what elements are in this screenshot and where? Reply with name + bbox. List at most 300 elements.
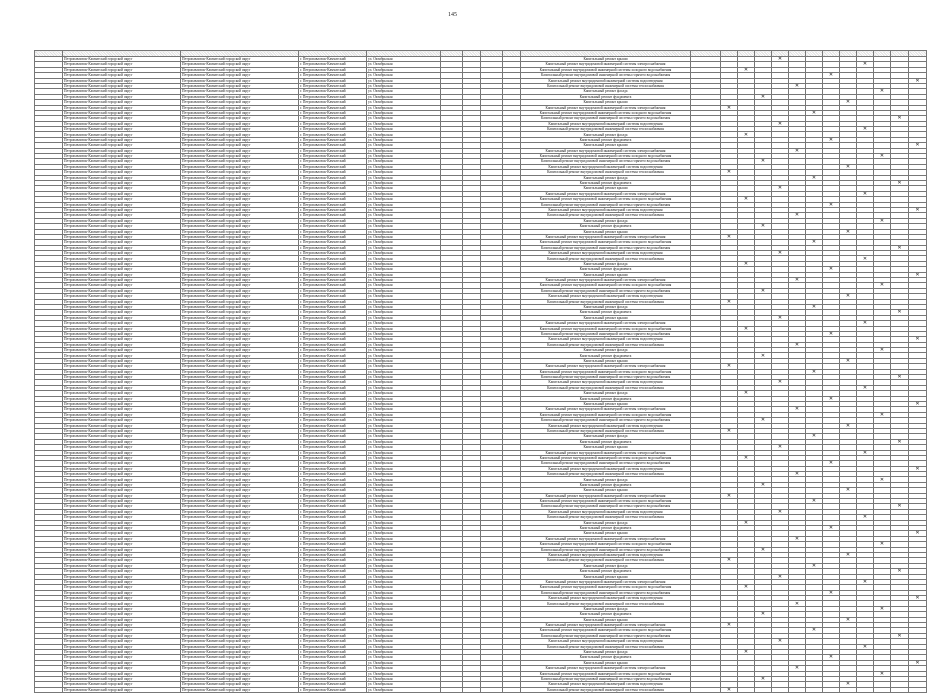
table-cell: Капитальный ремонт внутридомовой инженерной системы электроснабжения (521, 148, 691, 153)
check-mark-icon: ✕ (743, 390, 749, 397)
table-cell: Капитальный ремонт внутридомовой инженерной системы водоотведения (521, 164, 691, 169)
table-cell: г. Петропавловск-Камчатский (299, 67, 367, 72)
table-cell: Петропавловск-Камчатский городской округ (181, 245, 299, 250)
table-cell: Петропавловск-Камчатский городской округ (63, 617, 181, 622)
table-cell: ул. Октябрьская (367, 375, 441, 380)
table-cell: Петропавловск-Камчатский городской округ (63, 563, 181, 568)
table-cell: ул. Октябрьская (367, 542, 441, 547)
table-cell: Петропавловск-Камчатский городской округ (63, 337, 181, 342)
table-row (35, 687, 927, 692)
table-cell: Петропавловск-Камчатский городской округ (63, 509, 181, 514)
table-cell: Петропавловск-Камчатский городской округ (181, 364, 299, 369)
table-cell: ул. Октябрьская (367, 175, 441, 180)
table-cell: ул. Октябрьская (367, 331, 441, 336)
table-cell: ул. Октябрьская (367, 509, 441, 514)
table-cell: ул. Октябрьская (367, 110, 441, 115)
table-cell: Петропавловск-Камчатский городской округ (63, 488, 181, 493)
table-cell: Петропавловск-Камчатский городской округ (63, 224, 181, 229)
table-cell: ул. Октябрьская (367, 450, 441, 455)
table-cell: Капитальный ремонт внутридомовой инженерной системы водоотведения (521, 466, 691, 471)
table-cell: Капитальный ремонт внутридомовой инженерной системы электроснабжения (521, 407, 691, 412)
table-cell: Петропавловск-Камчатский городской округ (63, 412, 181, 417)
table-cell: Петропавловск-Камчатский городской округ (181, 671, 299, 676)
table-cell: Петропавловск-Камчатский городской округ (181, 116, 299, 121)
table-cell: Петропавловск-Камчатский городской округ (63, 623, 181, 628)
check-mark-icon: ✕ (862, 190, 868, 197)
table-cell: Капитальный ремонт фасада (521, 348, 691, 353)
table-cell: ул. Октябрьская (367, 525, 441, 530)
check-mark-icon: ✕ (794, 212, 800, 219)
check-mark-icon: ✕ (777, 250, 783, 257)
table-cell: Петропавловск-Камчатский городской округ (63, 504, 181, 509)
check-mark-icon: ✕ (743, 454, 749, 461)
table-cell: Капитальный ремонт крыши (521, 358, 691, 363)
table-cell: Капитальный ремонт внутридомовой инженерной системы электроснабжения (521, 579, 691, 584)
check-mark-icon: ✕ (760, 93, 766, 100)
table-cell: Капитальный ремонт внутридомовой инженерной системы электроснабжения (521, 278, 691, 283)
table-cell: Капитальный ремонт внутридомовой инженерной системы горячего водоснабжения (521, 159, 691, 164)
work-mark-cell (772, 687, 789, 692)
table-cell: Петропавловск-Камчатский городской округ (181, 331, 299, 336)
table-cell: Петропавловск-Камчатский городской округ (63, 660, 181, 665)
table-cell: Петропавловск-Камчатский городской округ (181, 536, 299, 541)
table-cell: Капитальный ремонт внутридомовой инженерной системы горячего водоснабжения (521, 245, 691, 250)
table-cell: ул. Октябрьская (367, 477, 441, 482)
table-cell: Капитальный ремонт внутридомовой инженерной системы горячего водоснабжения (521, 504, 691, 509)
table-cell: ул. Октябрьская (367, 482, 441, 487)
table-cell: Петропавловск-Камчатский городской округ (63, 628, 181, 633)
table-cell: Капитальный ремонт внутридомовой инженерной системы холодного водоснабжения (521, 154, 691, 159)
check-mark-icon: ✕ (743, 260, 749, 267)
table-cell: г. Петропавловск-Камчатский (299, 315, 367, 320)
check-mark-icon: ✕ (743, 66, 749, 73)
table-cell: ул. Октябрьская (367, 396, 441, 401)
table-cell: Петропавловск-Камчатский городской округ (63, 348, 181, 353)
table-cell: Капитальный ремонт фасада (521, 391, 691, 396)
table-cell: Петропавловск-Камчатский городской округ (181, 105, 299, 110)
table-cell: Петропавловск-Камчатский городской округ (63, 186, 181, 191)
table-cell: Петропавловск-Камчатский городской округ (181, 569, 299, 574)
table-cell: Петропавловск-Камчатский городской округ (181, 633, 299, 638)
table-cell: Петропавловск-Камчатский городской округ (63, 385, 181, 390)
check-mark-icon: ✕ (845, 422, 851, 429)
table-cell: Капитальный ремонт крыши (521, 660, 691, 665)
check-mark-icon: ✕ (828, 460, 834, 467)
table-cell: ул. Октябрьская (367, 606, 441, 611)
check-mark-icon: ✕ (862, 384, 868, 391)
table-cell: Петропавловск-Камчатский городской округ (181, 267, 299, 272)
table-cell: ул. Октябрьская (367, 671, 441, 676)
table-cell: Петропавловск-Камчатский городской округ (63, 676, 181, 681)
table-cell: Петропавловск-Камчатский городской округ (63, 261, 181, 266)
check-mark-icon: ✕ (794, 406, 800, 413)
table-cell: Капитальный ремонт внутридомовой инженерной системы водоотведения (521, 78, 691, 83)
page-number: 145 (448, 12, 457, 18)
table-cell: Петропавловск-Камчатский городской округ (181, 310, 299, 315)
work-mark-cell (840, 687, 857, 692)
table-cell: ул. Октябрьская (367, 649, 441, 654)
table-cell: Петропавловск-Камчатский городской округ (63, 148, 181, 153)
table-cell: ул. Октябрьская (367, 267, 441, 272)
table-cell: ул. Октябрьская (367, 563, 441, 568)
table-cell: Капитальный ремонт внутридомовой инженерной системы водоотведения (521, 294, 691, 299)
check-mark-icon: ✕ (828, 72, 834, 79)
table-cell: Капитальный ремонт внутридомовой инженерной системы горячего водоснабжения (521, 590, 691, 595)
table-cell: Петропавловск-Камчатский городской округ (63, 682, 181, 687)
table-cell: Петропавловск-Камчатский городской округ (181, 423, 299, 428)
table-cell: Капитальный ремонт фасада (521, 218, 691, 223)
table-cell: ул. Октябрьская (367, 617, 441, 622)
table-cell: Капитальный ремонт внутридомовой инженерной системы холодного водоснабжения (521, 455, 691, 460)
table-cell: Петропавловск-Камчатский городской округ (63, 83, 181, 88)
table-cell: ул. Октябрьская (367, 218, 441, 223)
table-cell: Петропавловск-Камчатский городской округ (181, 175, 299, 180)
table-cell: ул. Октябрьская (367, 353, 441, 358)
check-mark-icon: ✕ (879, 282, 885, 289)
table-cell: Петропавловск-Камчатский городской округ (63, 466, 181, 471)
table-cell: ул. Октябрьская (367, 337, 441, 342)
table-cell: г. Петропавловск-Камчатский (299, 649, 367, 654)
check-mark-icon: ✕ (777, 120, 783, 127)
table-cell: Капитальный ремонт внутридомовой инженерной системы теплоснабжения (521, 299, 691, 304)
check-mark-icon: ✕ (879, 605, 885, 612)
table-cell: Петропавловск-Камчатский городской округ (63, 154, 181, 159)
table-cell: Капитальный ремонт внутридомовой инженерной системы горячего водоснабжения (521, 288, 691, 293)
table-cell: ул. Октябрьская (367, 407, 441, 412)
table-cell: Капитальный ремонт внутридомовой инженерной системы холодного водоснабжения (521, 369, 691, 374)
table-cell: ул. Октябрьская (367, 304, 441, 309)
table-cell: Петропавловск-Камчатский городской округ (181, 639, 299, 644)
check-mark-icon: ✕ (726, 428, 732, 434)
table-cell: г. Петропавловск-Камчатский (299, 331, 367, 336)
table-cell: г. Петропавловск-Камчатский (299, 154, 367, 159)
table-cell: ул. Октябрьская (367, 186, 441, 191)
check-mark-icon: ✕ (726, 363, 732, 370)
table-cell: ул. Октябрьская (367, 434, 441, 439)
check-mark-icon: ✕ (811, 498, 817, 505)
table-cell: ул. Октябрьская (367, 558, 441, 563)
check-mark-icon: ✕ (726, 557, 732, 564)
table-cell: ул. Октябрьская (367, 428, 441, 433)
table-cell: Петропавловск-Камчатский городской округ (181, 326, 299, 331)
table-cell: Капитальный ремонт внутридомовой инженерной системы горячего водоснабжения (521, 116, 691, 121)
table-cell (481, 687, 503, 692)
table-cell: ул. Октябрьская (367, 579, 441, 584)
table-cell: ул. Октябрьская (367, 455, 441, 460)
table-cell: Петропавловск-Камчатский городской округ (63, 579, 181, 584)
table-cell: ул. Октябрьская (367, 348, 441, 353)
table-cell: Петропавловск-Камчатский городской округ (63, 304, 181, 309)
table-cell: Петропавловск-Камчатский городской округ (181, 337, 299, 342)
table-cell: Петропавловск-Камчатский городской округ (181, 660, 299, 665)
table-cell: Петропавловск-Камчатский городской округ (63, 170, 181, 175)
work-mark-cell (891, 687, 909, 692)
table-cell: г. Петропавловск-Камчатский (299, 520, 367, 525)
table-cell: Капитальный ремонт крыши (521, 315, 691, 320)
table-cell: ул. Октябрьская (367, 385, 441, 390)
table-cell: Капитальный ремонт крыши (521, 445, 691, 450)
table-cell: Капитальный ремонт фасада (521, 477, 691, 482)
check-mark-icon: ✕ (760, 417, 766, 424)
table-cell: Капитальный ремонт внутридомовой инженерной системы теплоснабжения (521, 83, 691, 88)
table-cell: г. Петропавловск-Камчатский (299, 337, 367, 342)
table-cell: Петропавловск-Камчатский городской округ (63, 218, 181, 223)
table-cell: Капитальный ремонт внутридомовой инженерной системы горячего водоснабжения (521, 202, 691, 207)
table-cell: Капитальный ремонт внутридомовой инженерной системы теплоснабжения (521, 558, 691, 563)
table-cell: Петропавловск-Камчатский городской округ (181, 272, 299, 277)
table-cell: Петропавловск-Камчатский городской округ (63, 655, 181, 660)
table-cell: Петропавловск-Камчатский городской округ (63, 574, 181, 579)
table-cell: Капитальный ремонт фундамента (521, 569, 691, 574)
table-cell: Петропавловск-Камчатский городской округ (181, 649, 299, 654)
table-cell: Петропавловск-Камчатский городской округ (181, 94, 299, 99)
table-cell: Петропавловск-Камчатский городской округ (181, 428, 299, 433)
table-cell: г. Петропавловск-Камчатский (299, 143, 367, 148)
table-cell: ул. Октябрьская (367, 62, 441, 67)
table-cell: Петропавловск-Камчатский городской округ (181, 180, 299, 185)
table-cell: Петропавловск-Камчатский городской округ (63, 159, 181, 164)
check-mark-icon: ✕ (726, 492, 732, 499)
table-cell: Петропавловск-Камчатский городской округ (181, 477, 299, 482)
table-cell: г. Петропавловск-Камчатский (299, 472, 367, 477)
table-cell: Петропавловск-Камчатский городской округ (63, 175, 181, 180)
table-cell: ул. Октябрьская (367, 531, 441, 536)
table-cell: ул. Октябрьская (367, 132, 441, 137)
table-cell: г. Петропавловск-Камчатский (299, 412, 367, 417)
table-cell: г. Петропавловск-Камчатский (299, 105, 367, 110)
check-mark-icon: ✕ (828, 654, 834, 661)
table-cell: Петропавловск-Камчатский городской округ (63, 342, 181, 347)
table-cell: Капитальный ремонт фасада (521, 304, 691, 309)
table-cell: Петропавловск-Камчатский городской округ (181, 73, 299, 78)
table-cell: Капитальный ремонт внутридомовой инженерной системы водоотведения (521, 552, 691, 557)
table-cell: г. Петропавловск-Камчатский (299, 493, 367, 498)
table-cell: ул. Октябрьская (367, 504, 441, 509)
table-cell: Петропавловск-Камчатский городской округ (63, 272, 181, 277)
table-cell: Капитальный ремонт внутридомовой инженерной системы электроснабжения (521, 493, 691, 498)
table-cell: Капитальный ремонт внутридомовой инженерной системы электроснабжения (521, 536, 691, 541)
table-cell: Петропавловск-Камчатский городской округ (181, 520, 299, 525)
table-cell: ул. Октябрьская (367, 229, 441, 234)
check-mark-icon: ✕ (862, 643, 868, 650)
table-cell: Петропавловск-Камчатский городской округ (63, 62, 181, 67)
table-cell: Капитальный ремонт крыши (521, 272, 691, 277)
table-cell: Капитальный ремонт крыши (521, 143, 691, 148)
table-cell: Петропавловск-Камчатский городской округ (63, 132, 181, 137)
table-cell: г. Петропавловск-Камчатский (299, 321, 367, 326)
table-cell: г. Петропавловск-Камчатский (299, 617, 367, 622)
table-cell: ул. Октябрьская (367, 89, 441, 94)
table-cell: г. Петропавловск-Камчатский (299, 57, 367, 62)
table-cell: Петропавловск-Камчатский городской округ (181, 542, 299, 547)
check-mark-icon: ✕ (760, 481, 766, 488)
table-cell: г. Петропавловск-Камчатский (299, 358, 367, 363)
table-cell: г. Петропавловск-Камчатский (299, 504, 367, 509)
table-cell: г. Петропавловск-Камчатский (299, 391, 367, 396)
table-cell: Петропавловск-Камчатский городской округ (63, 67, 181, 72)
table-cell: г. Петропавловск-Камчатский (299, 644, 367, 649)
check-mark-icon: ✕ (794, 471, 800, 478)
table-cell: Петропавловск-Камчатский городской округ (181, 574, 299, 579)
table-cell: ул. Октябрьская (367, 240, 441, 245)
table-cell: Петропавловск-Камчатский городской округ (63, 213, 181, 218)
table-cell: Капитальный ремонт фундамента (521, 655, 691, 660)
table-cell: Петропавловск-Камчатский городской округ (63, 116, 181, 121)
table-cell: Петропавловск-Камчатский городской округ (63, 245, 181, 250)
table-cell: Капитальный ремонт внутридомовой инженерной системы холодного водоснабжения (521, 283, 691, 288)
table-cell: Капитальный ремонт фундамента (521, 224, 691, 229)
table-cell: Петропавловск-Камчатский городской округ (63, 180, 181, 185)
table-cell: Петропавловск-Камчатский городской округ (181, 186, 299, 191)
table-cell: ул. Октябрьская (367, 682, 441, 687)
table-cell: ул. Октябрьская (367, 547, 441, 552)
table-cell: ул. Октябрьская (367, 439, 441, 444)
table-cell: ул. Октябрьская (367, 310, 441, 315)
table-cell: Капитальный ремонт фасада (521, 606, 691, 611)
check-mark-icon: ✕ (777, 379, 783, 386)
table-cell: Петропавловск-Камчатский городской округ (181, 493, 299, 498)
table-cell: г. Петропавловск-Камчатский (299, 466, 367, 471)
table-cell: Петропавловск-Камчатский городской округ (181, 218, 299, 223)
table-cell: Капитальный ремонт внутридомовой инженерной системы холодного водоснабжения (521, 671, 691, 676)
table-cell: Капитальный ремонт внутридомовой инженерной системы электроснабжения (521, 364, 691, 369)
table-cell: Петропавловск-Камчатский городской округ (181, 644, 299, 649)
table-cell: Петропавловск-Камчатский городской округ (63, 299, 181, 304)
table-cell: Петропавловск-Камчатский городской округ (63, 596, 181, 601)
table-cell: ул. Октябрьская (367, 83, 441, 88)
table-cell: г. Петропавловск-Камчатский (299, 299, 367, 304)
table-cell: г. Петропавловск-Камчатский (299, 127, 367, 132)
table-cell: Петропавловск-Камчатский городской округ (63, 288, 181, 293)
table-cell: Петропавловск-Камчатский городской округ (63, 455, 181, 460)
check-mark-icon: ✕ (828, 395, 834, 402)
table-cell: Петропавловск-Камчатский городской округ (63, 499, 181, 504)
table-cell: ул. Октябрьская (367, 326, 441, 331)
table-cell: ул. Октябрьская (367, 288, 441, 293)
table-cell: Петропавловск-Камчатский городской округ (63, 100, 181, 105)
table-cell: г. Петропавловск-Камчатский (299, 197, 367, 202)
check-mark-icon: ✕ (879, 153, 885, 160)
table-cell (503, 687, 521, 692)
table-cell: г. Петропавловск-Камчатский (299, 159, 367, 164)
table-cell: г. Петропавловск-Камчатский (299, 499, 367, 504)
check-mark-icon: ✕ (879, 670, 885, 677)
work-mark-cell (755, 687, 772, 692)
check-mark-icon: ✕ (777, 508, 783, 515)
check-mark-icon: ✕ (897, 568, 902, 575)
table-cell: Петропавловск-Камчатский городской округ (63, 331, 181, 336)
check-mark-icon: ✕ (915, 465, 920, 472)
table-cell: Капитальный ремонт фасада (521, 520, 691, 525)
table-cell: Петропавловск-Камчатский городской округ (181, 596, 299, 601)
check-mark-icon: ✕ (726, 622, 732, 629)
table-cell: г. Петропавловск-Камчатский (299, 450, 367, 455)
table-cell: Петропавловск-Камчатский городской округ (181, 67, 299, 72)
table-cell (441, 687, 463, 692)
table-cell: Капитальный ремонт внутридомовой инженерной системы холодного водоснабжения (521, 412, 691, 417)
table-cell: Петропавловск-Камчатский городской округ (63, 482, 181, 487)
table-cell: Капитальный ремонт фасада (521, 261, 691, 266)
table-cell: ул. Октябрьская (367, 520, 441, 525)
table-cell: Капитальный ремонт внутридомовой инженерной системы холодного водоснабжения (521, 628, 691, 633)
table-cell: Петропавловск-Камчатский городской округ (63, 229, 181, 234)
table-cell: ул. Октябрьская (367, 676, 441, 681)
table-cell: Капитальный ремонт фундамента (521, 612, 691, 617)
table-cell: Петропавловск-Камчатский городской округ (181, 132, 299, 137)
table-cell: ул. Октябрьская (367, 391, 441, 396)
table-cell: г. Петропавловск-Камчатский (299, 439, 367, 444)
table-cell: Петропавловск-Камчатский городской округ (181, 358, 299, 363)
check-mark-icon: ✕ (743, 131, 749, 138)
table-cell: Петропавловск-Камчатский городской округ (63, 515, 181, 520)
table-cell: ул. Октябрьская (367, 159, 441, 164)
table-cell: Петропавловск-Камчатский городской округ (181, 283, 299, 288)
table-cell: ул. Октябрьская (367, 601, 441, 606)
table-cell: Петропавловск-Камчатский городской округ (181, 304, 299, 309)
table-cell: Петропавловск-Камчатский городской округ (181, 170, 299, 175)
table-cell: г. Петропавловск-Камчатский (299, 364, 367, 369)
table-cell: г. Петропавловск-Камчатский (299, 380, 367, 385)
table-cell: Капитальный ремонт внутридомовой инженерной системы холодного водоснабжения (521, 240, 691, 245)
table-cell: г. Петропавловск-Камчатский (299, 639, 367, 644)
table-cell: г. Петропавловск-Камчатский (299, 78, 367, 83)
table-cell: г. Петропавловск-Камчатский (299, 245, 367, 250)
table-cell: Петропавловск-Камчатский городской округ (63, 649, 181, 654)
table-cell: Петропавловск-Камчатский городской округ (181, 288, 299, 293)
table-cell: г. Петропавловск-Камчатский (299, 267, 367, 272)
table-cell: Петропавловск-Камчатский городской округ (63, 240, 181, 245)
table-cell: Петропавловск-Камчатский городской округ (181, 261, 299, 266)
table-cell: г. Петропавловск-Камчатский (299, 170, 367, 175)
table-cell: Петропавловск-Камчатский городской округ (63, 644, 181, 649)
table-cell: г. Петропавловск-Камчатский (299, 585, 367, 590)
check-mark-icon: ✕ (828, 266, 834, 273)
table-cell: Петропавловск-Камчатский городской округ (181, 402, 299, 407)
table-cell: Петропавловск-Камчатский городской округ (63, 472, 181, 477)
check-mark-icon: ✕ (845, 487, 851, 494)
table-cell: Петропавловск-Камчатский городской округ (181, 143, 299, 148)
check-mark-icon: ✕ (828, 201, 834, 208)
check-mark-icon: ✕ (777, 444, 783, 451)
table-cell: г. Петропавловск-Камчатский (299, 73, 367, 78)
table-cell: Капитальный ремонт фундамента (521, 525, 691, 530)
table-cell: Петропавловск-Камчатский городской округ (181, 256, 299, 261)
table-cell: ул. Октябрьская (367, 251, 441, 256)
table-cell: г. Петропавловск-Камчатский (299, 256, 367, 261)
table-cell: ул. Октябрьская (367, 552, 441, 557)
table-cell: Капитальный ремонт внутридомовой инженерной системы водоотведения (521, 596, 691, 601)
table-cell: г. Петропавловск-Камчатский (299, 100, 367, 105)
table-cell: г. Петропавловск-Камчатский (299, 148, 367, 153)
table-cell: Петропавловск-Камчатский городской округ (63, 294, 181, 299)
check-mark-icon: ✕ (845, 228, 851, 235)
table-cell: Капитальный ремонт внутридомовой инженерной системы холодного водоснабжения (521, 585, 691, 590)
table-cell: Капитальный ремонт внутридомовой инженерной системы теплоснабжения (521, 127, 691, 132)
table-cell: Петропавловск-Камчатский городской округ (181, 396, 299, 401)
table-cell: г. Петропавловск-Камчатский (299, 110, 367, 115)
table-cell: Петропавловск-Камчатский городской округ (181, 240, 299, 245)
table-cell: ул. Октябрьская (367, 116, 441, 121)
table-cell: Капитальный ремонт внутридомовой инженерной системы водоотведения (521, 380, 691, 385)
table-cell: ул. Октябрьская (367, 67, 441, 72)
table-cell: Петропавловск-Камчатский городской округ (63, 612, 181, 617)
table-cell: г. Петропавловск-Камчатский (299, 342, 367, 347)
check-mark-icon: ✕ (828, 136, 834, 143)
table-cell: г. Петропавловск-Камчатский (299, 240, 367, 245)
table-cell: Петропавловск-Камчатский городской округ (181, 509, 299, 514)
table-cell: ул. Октябрьская (367, 154, 441, 159)
table-cell: Петропавловск-Камчатский городской округ (181, 466, 299, 471)
